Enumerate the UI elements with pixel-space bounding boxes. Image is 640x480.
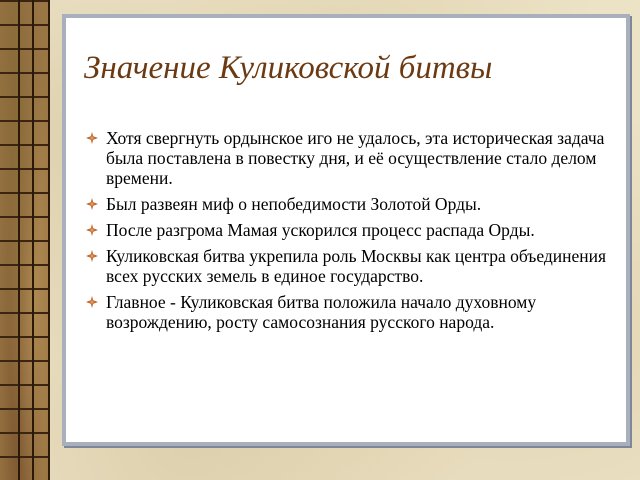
list-item: [84, 220, 614, 240]
slide-title: Значение Куликовской битвы: [84, 50, 493, 86]
bullet-text: После разгрома Мамая ускорился процесс распада Орды.: [106, 220, 535, 240]
content-panel: [62, 14, 630, 446]
star-bullet-icon: [86, 250, 98, 262]
bullet-text: Главное - Куликовская битва положила начало духовному возрождению, росту самосознания русского народа.: [106, 292, 537, 332]
star-bullet-icon: [86, 296, 98, 308]
bullet-text: Был развеян миф о непобедимости Золотой Орды.: [106, 194, 482, 214]
bullet-text: Хотя свергнуть ордынское иго не удалось, эта историческая задача была поставлена в повестку дня, и её осуществление стало делом времени.: [106, 128, 605, 188]
decorative-side-strip: [0, 0, 50, 480]
star-bullet-icon: [86, 224, 98, 236]
list-item: [84, 194, 614, 214]
star-bullet-icon: [86, 132, 98, 144]
list-item: [84, 128, 614, 188]
list-item: [84, 246, 614, 286]
list-item: [84, 292, 614, 332]
star-bullet-icon: [86, 198, 98, 210]
bullet-text: Куликовская битва укрепила роль Москвы как центра объединения всех русских земель в единое государство.: [106, 246, 607, 286]
bullet-list: [84, 128, 614, 338]
